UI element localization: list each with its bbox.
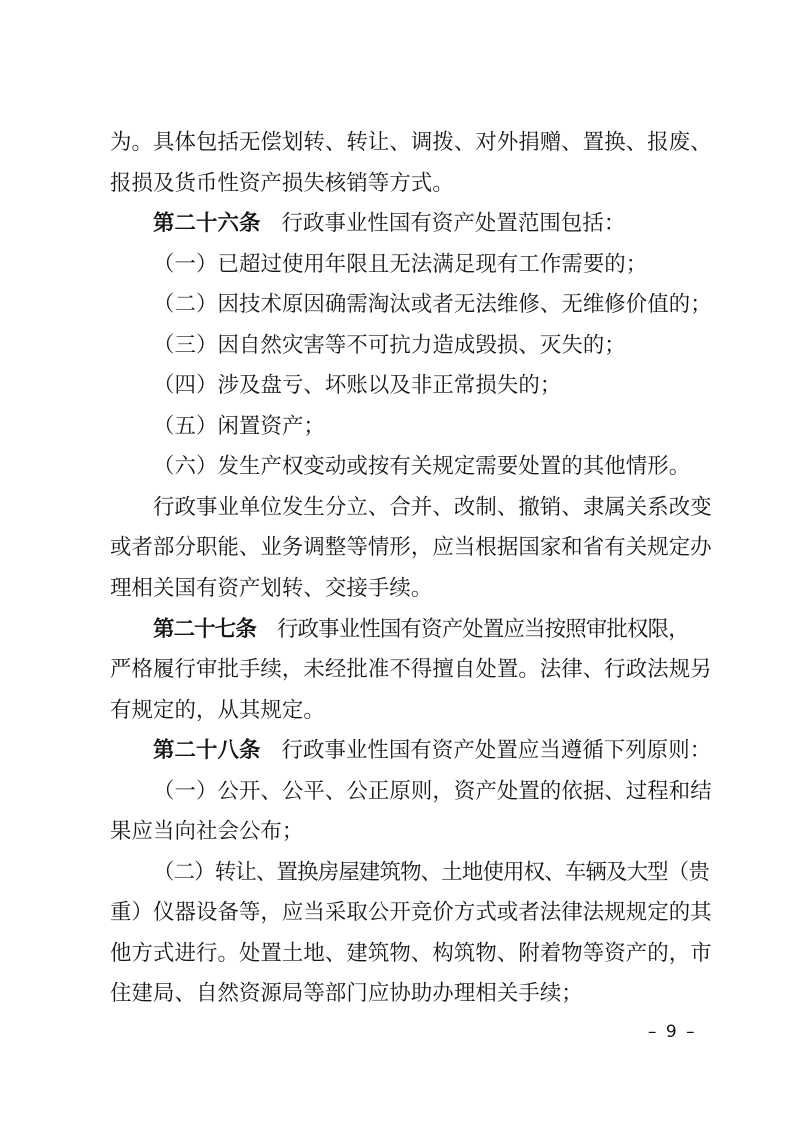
article-line	[110, 609, 716, 650]
article-line	[110, 730, 716, 771]
article-number: 第二十六条	[153, 211, 261, 236]
text-line: 有规定的，从其规定。	[110, 697, 325, 722]
text-line: 他方式进行。处置土地、建筑物、构筑物、附着物等资产的，市	[110, 940, 712, 965]
text-line: （三）因自然灾害等不可抗力造成毁损、灭失的；	[153, 332, 626, 357]
article-line	[110, 203, 716, 244]
text-line: 报损及货币性资产损失核销等方式。	[110, 170, 454, 195]
text-line: （四）涉及盘亏、坏账以及非正常损失的；	[153, 373, 562, 398]
article-number: 第二十七条	[153, 616, 256, 641]
page-number: – 9 –	[648, 1022, 697, 1042]
text-line: 住建局、自然资源局等部门应协助办理相关手续；	[110, 981, 583, 1006]
article-text: 行政事业性国有资产处置应当遵循下列原则：	[281, 738, 712, 763]
text-line: 为。具体包括无偿划转、转让、调拨、对外捐赠、置换、报废、	[110, 130, 712, 154]
text-line: 理相关国有资产划转、交接手续。	[110, 576, 433, 601]
text-line: （二）因技术原因确需淘汰或者无法维修、无维修价值的；	[153, 292, 712, 317]
document-text	[110, 122, 716, 1014]
article-text: 行政事业性国有资产处置应当按照审批权限，	[276, 616, 689, 641]
text-line: （一）已超过使用年限且无法满足现有工作需要的；	[153, 251, 648, 276]
text-line: 果应当向社会公布；	[110, 819, 304, 844]
text-line: 重）仪器设备等，应当采取公开竞价方式或者法律法规规定的其	[110, 900, 712, 925]
text-line: （一）公开、公平、公正原则，资产处置的依据、过程和结	[153, 778, 712, 803]
article-number: 第二十八条	[153, 738, 261, 763]
text-line: （五）闲置资产；	[153, 413, 325, 438]
text-line: 严格履行审批手续，未经批准不得擅自处置。法律、行政法规另	[110, 657, 712, 682]
text-line: 行政事业单位发生分立、合并、改制、撤销、隶属关系改变	[153, 494, 712, 519]
text-line: 或者部分职能、业务调整等情形，应当根据国家和省有关规定办	[110, 535, 712, 560]
text-line: （六）发生产权变动或按有关规定需要处置的其他情形。	[153, 454, 691, 479]
article-text: 行政事业性国有资产处置范围包括：	[281, 211, 626, 236]
text-line: （二）转让、置换房屋建筑物、土地使用权、车辆及大型（贵	[153, 859, 709, 884]
